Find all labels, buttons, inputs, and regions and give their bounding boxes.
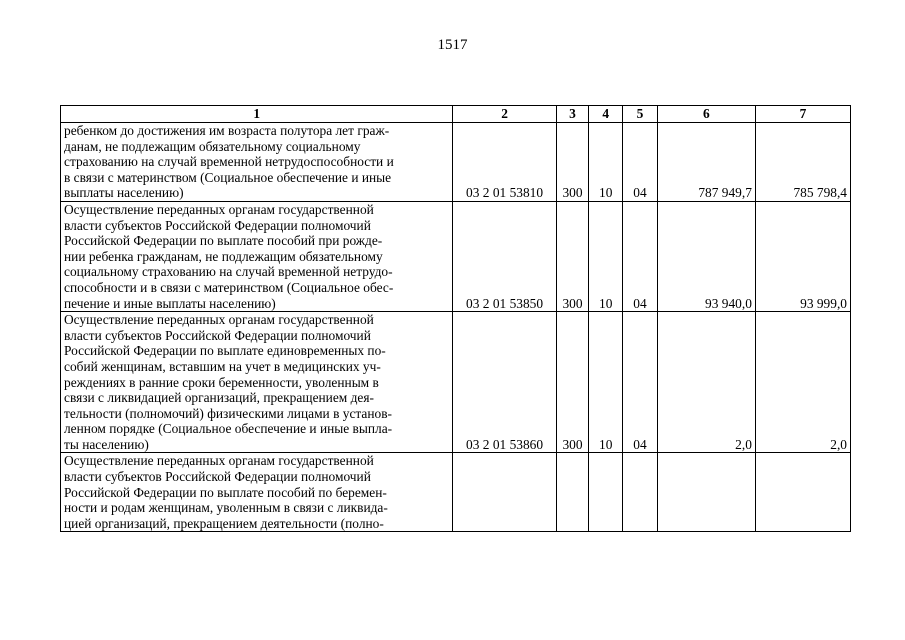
row-amount-1: 93 940,0 — [657, 201, 755, 311]
row-description: Осуществление переданных органам государственной власти субъектов Российской Федерации полномочий Российской Федерации по выплате единовременных по- собий женщинам, вставшим на учет в медицинских уч- реждениях в ранние сроки беременности, уволенным в связи с ликвидацией организаций, прекращением дея- тельности (полномочий) физическими лицами в установ- ленном порядке (Социальное обеспечение и иные выпла- ты населению) — [61, 312, 453, 453]
row-code — [453, 453, 556, 532]
row-c5: 04 — [623, 312, 658, 453]
row-amount-1 — [657, 453, 755, 532]
row-c5: 04 — [623, 201, 658, 311]
row-amount-2 — [755, 453, 850, 532]
row-c5: 04 — [623, 123, 658, 202]
row-amount-2: 93 999,0 — [755, 201, 850, 311]
row-c3: 300 — [556, 123, 589, 202]
row-amount-2: 2,0 — [755, 312, 850, 453]
column-header-6: 6 — [657, 106, 755, 123]
row-description: Осуществление переданных органам государственной власти субъектов Российской Федерации полномочий Российской Федерации по выплате пособий по беремен- ности и родам женщинам, уволенным в связи с ликвида- цией организаций, прекращением деятельности (полно- — [61, 453, 453, 532]
row-c3 — [556, 453, 589, 532]
column-header-2: 2 — [453, 106, 556, 123]
column-header-4: 4 — [589, 106, 623, 123]
table-row — [61, 312, 851, 453]
row-code: 03 2 01 53850 — [453, 201, 556, 311]
page-number: 1517 — [437, 37, 468, 53]
row-c4 — [589, 453, 623, 532]
row-amount-1: 2,0 — [657, 312, 755, 453]
table-row — [61, 123, 851, 202]
row-code: 03 2 01 53860 — [453, 312, 556, 453]
column-header-3: 3 — [556, 106, 589, 123]
row-c4: 10 — [589, 123, 623, 202]
column-header-1: 1 — [61, 106, 453, 123]
table-row — [61, 453, 851, 532]
row-amount-1: 787 949,7 — [657, 123, 755, 202]
row-c3: 300 — [556, 201, 589, 311]
row-amount-2: 785 798,4 — [755, 123, 850, 202]
row-c4: 10 — [589, 201, 623, 311]
row-c4: 10 — [589, 312, 623, 453]
budget-table — [60, 105, 851, 532]
row-code: 03 2 01 53810 — [453, 123, 556, 202]
row-c5 — [623, 453, 658, 532]
column-header-5: 5 — [623, 106, 658, 123]
table-header-row — [61, 106, 851, 123]
row-description: Осуществление переданных органам государственной власти субъектов Российской Федерации полномочий Российской Федерации по выплате пособий при рожде- нии ребенка гражданам, не подлежащим обязательному социальному страхованию на случай временной нетрудо- способности и в связи с материнством (Социальное обес- печение и иные выплаты населению) — [61, 201, 453, 311]
row-c3: 300 — [556, 312, 589, 453]
row-description: ребенком до достижения им возраста полутора лет граж- данам, не подлежащим обязательному социальному страхованию на случай временной нетрудоспособности и в связи с материнством (Социальное обеспечение и иные выплаты населению) — [61, 123, 453, 202]
table-row — [61, 201, 851, 311]
column-header-7: 7 — [755, 106, 850, 123]
